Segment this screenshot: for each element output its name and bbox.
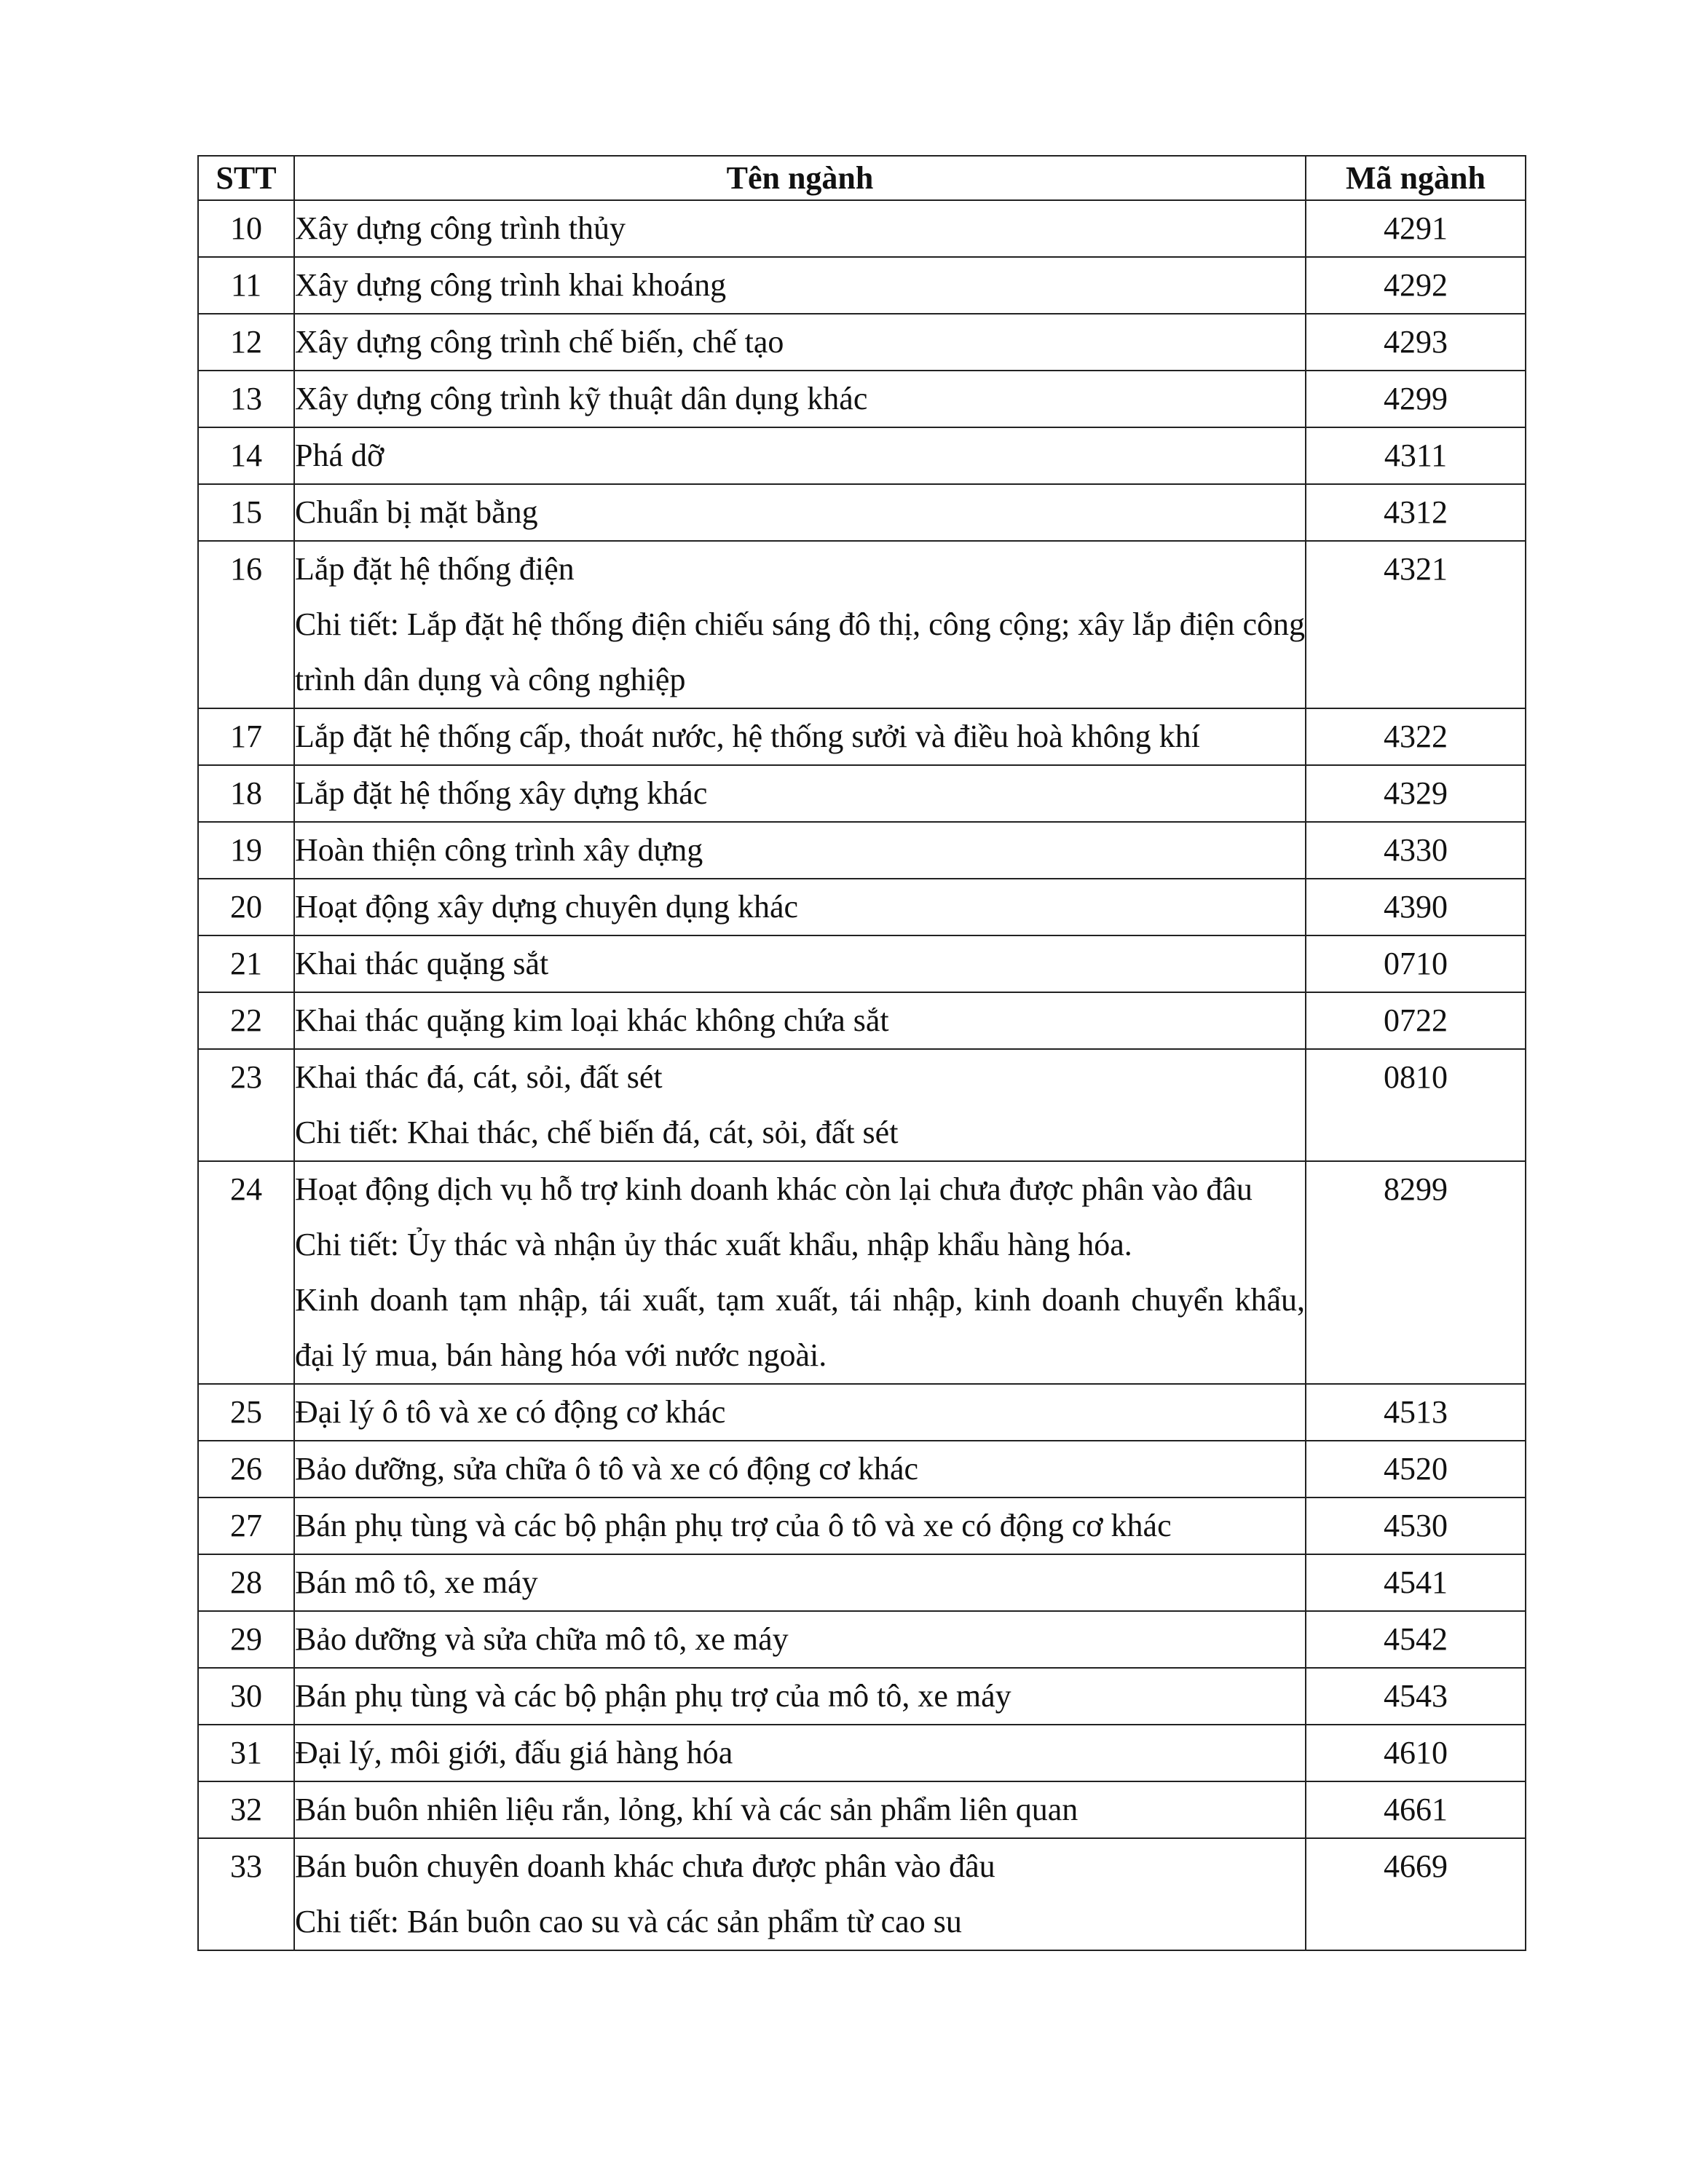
- row-code: 4291: [1306, 200, 1526, 257]
- row-name-cell: [294, 1161, 1306, 1384]
- table-row: [198, 935, 1526, 992]
- row-stt: 17: [198, 708, 294, 765]
- row-stt: 30: [198, 1668, 294, 1725]
- row-name: Hoạt động xây dựng chuyên dụng khác: [295, 889, 799, 925]
- row-code: 4312: [1306, 484, 1526, 541]
- row-name-cell: [294, 1441, 1306, 1497]
- row-name: Khai thác quặng kim loại khác không chứa sắt: [295, 1002, 889, 1038]
- row-code: 4321: [1306, 541, 1526, 708]
- table-row: [198, 427, 1526, 484]
- row-name: Khai thác đá, cát, sỏi, đất sét: [295, 1059, 663, 1095]
- row-name: Xây dựng công trình thủy: [295, 210, 626, 246]
- table-row: [198, 992, 1526, 1049]
- row-name: Đại lý ô tô và xe có động cơ khác: [295, 1394, 726, 1430]
- row-name: Hoạt động dịch vụ hỗ trợ kinh doanh khác còn lại chưa được phân vào đâu: [295, 1171, 1253, 1207]
- row-stt: 21: [198, 935, 294, 992]
- row-name-cell: [294, 1384, 1306, 1441]
- row-name-cell: [294, 822, 1306, 879]
- row-code: 4311: [1306, 427, 1526, 484]
- row-code: 4390: [1306, 879, 1526, 935]
- row-stt: 19: [198, 822, 294, 879]
- row-detail: Kinh doanh tạm nhập, tái xuất, tạm xuất, tái nhập, kinh doanh chuyển khẩu, đại lý mua, bán hàng hóa với nước ngoài.: [295, 1282, 1305, 1373]
- row-detail: Chi tiết: Lắp đặt hệ thống điện chiếu sáng đô thị, công cộng; xây lắp điện công trình dân dụng và công nghiệp: [295, 606, 1305, 697]
- table-row: [198, 1441, 1526, 1497]
- row-name-cell: [294, 1725, 1306, 1781]
- row-name-cell: [294, 1838, 1306, 1950]
- row-code: 4299: [1306, 371, 1526, 427]
- row-name-cell: [294, 1611, 1306, 1668]
- row-name-cell: [294, 935, 1306, 992]
- row-name-cell: [294, 314, 1306, 371]
- row-name: Đại lý, môi giới, đấu giá hàng hóa: [295, 1735, 733, 1770]
- row-stt: 23: [198, 1049, 294, 1161]
- row-code: 4669: [1306, 1838, 1526, 1950]
- header-name: Tên ngành: [294, 156, 1306, 200]
- row-name-cell: [294, 541, 1306, 708]
- row-name-cell: [294, 200, 1306, 257]
- row-code: 4293: [1306, 314, 1526, 371]
- row-code: 4520: [1306, 1441, 1526, 1497]
- row-name: Bán mô tô, xe máy: [295, 1564, 538, 1600]
- row-name-cell: [294, 765, 1306, 822]
- table-row: [198, 1668, 1526, 1725]
- row-stt: 13: [198, 371, 294, 427]
- table-row: [198, 1725, 1526, 1781]
- table-row: [198, 1554, 1526, 1611]
- table-row: [198, 1384, 1526, 1441]
- table-row: [198, 1781, 1526, 1838]
- table-row: [198, 371, 1526, 427]
- table-row: [198, 765, 1526, 822]
- row-name: Lắp đặt hệ thống điện: [295, 551, 575, 587]
- row-stt: 33: [198, 1838, 294, 1950]
- row-stt: 18: [198, 765, 294, 822]
- row-detail: Chi tiết: Khai thác, chế biến đá, cát, sỏi, đất sét: [295, 1115, 899, 1150]
- row-stt: 32: [198, 1781, 294, 1838]
- row-stt: 26: [198, 1441, 294, 1497]
- row-stt: 16: [198, 541, 294, 708]
- row-name-cell: [294, 427, 1306, 484]
- row-stt: 31: [198, 1725, 294, 1781]
- table-row: [198, 1497, 1526, 1554]
- row-code: 4330: [1306, 822, 1526, 879]
- table-row: [198, 822, 1526, 879]
- row-name: Lắp đặt hệ thống xây dựng khác: [295, 775, 708, 811]
- row-code: 4322: [1306, 708, 1526, 765]
- table-row: [198, 484, 1526, 541]
- table-row: [198, 708, 1526, 765]
- row-code: 4292: [1306, 257, 1526, 314]
- row-name: Xây dựng công trình kỹ thuật dân dụng khác: [295, 381, 868, 416]
- row-code: 4530: [1306, 1497, 1526, 1554]
- row-code: 4661: [1306, 1781, 1526, 1838]
- row-name: Xây dựng công trình chế biến, chế tạo: [295, 324, 784, 360]
- row-name: Lắp đặt hệ thống cấp, thoát nước, hệ thống sưởi và điều hoà không khí: [295, 719, 1200, 754]
- row-stt: 12: [198, 314, 294, 371]
- row-stt: 11: [198, 257, 294, 314]
- row-code: 0710: [1306, 935, 1526, 992]
- row-name: Hoàn thiện công trình xây dựng: [295, 832, 703, 868]
- row-code: 4543: [1306, 1668, 1526, 1725]
- header-stt: STT: [198, 156, 294, 200]
- row-stt: 20: [198, 879, 294, 935]
- row-name-cell: [294, 1554, 1306, 1611]
- row-stt: 10: [198, 200, 294, 257]
- table-row: [198, 1611, 1526, 1668]
- row-name: Khai thác quặng sắt: [295, 946, 549, 981]
- row-code: 0722: [1306, 992, 1526, 1049]
- row-code: 0810: [1306, 1049, 1526, 1161]
- row-name: Bán phụ tùng và các bộ phận phụ trợ của mô tô, xe máy: [295, 1678, 1011, 1714]
- row-name-cell: [294, 484, 1306, 541]
- row-name-cell: [294, 1497, 1306, 1554]
- row-name-cell: [294, 708, 1306, 765]
- table-row: [198, 541, 1526, 708]
- row-code: 4610: [1306, 1725, 1526, 1781]
- row-name-cell: [294, 879, 1306, 935]
- row-code: 4542: [1306, 1611, 1526, 1668]
- row-stt: 28: [198, 1554, 294, 1611]
- row-name: Bán phụ tùng và các bộ phận phụ trợ của ô tô và xe có động cơ khác: [295, 1508, 1172, 1543]
- row-name-cell: [294, 371, 1306, 427]
- row-stt: 29: [198, 1611, 294, 1668]
- row-name: Bảo dưỡng, sửa chữa ô tô và xe có động cơ khác: [295, 1451, 919, 1487]
- row-code: 8299: [1306, 1161, 1526, 1384]
- business-lines-table: [197, 155, 1526, 1951]
- row-detail: Chi tiết: Ủy thác và nhận ủy thác xuất khẩu, nhập khẩu hàng hóa.: [295, 1227, 1132, 1262]
- row-stt: 15: [198, 484, 294, 541]
- table-row: [198, 1838, 1526, 1950]
- row-code: 4329: [1306, 765, 1526, 822]
- row-name-cell: [294, 257, 1306, 314]
- header-code: Mã ngành: [1306, 156, 1526, 200]
- row-name: Bán buôn chuyên doanh khác chưa được phân vào đâu: [295, 1848, 995, 1884]
- row-code: 4541: [1306, 1554, 1526, 1611]
- row-name: Phá dỡ: [295, 438, 384, 473]
- row-stt: 27: [198, 1497, 294, 1554]
- row-name-cell: [294, 1049, 1306, 1161]
- table-header-row: [198, 156, 1526, 200]
- row-stt: 14: [198, 427, 294, 484]
- table-row: [198, 879, 1526, 935]
- row-name-cell: [294, 992, 1306, 1049]
- table-row: [198, 314, 1526, 371]
- table-row: [198, 200, 1526, 257]
- table-row: [198, 257, 1526, 314]
- row-code: 4513: [1306, 1384, 1526, 1441]
- row-name: Bảo dưỡng và sửa chữa mô tô, xe máy: [295, 1621, 789, 1657]
- row-stt: 22: [198, 992, 294, 1049]
- row-name-cell: [294, 1668, 1306, 1725]
- row-detail: Chi tiết: Bán buôn cao su và các sản phẩm từ cao su: [295, 1904, 962, 1939]
- row-stt: 24: [198, 1161, 294, 1384]
- table-body: [198, 200, 1526, 1950]
- row-name: Bán buôn nhiên liệu rắn, lỏng, khí và các sản phẩm liên quan: [295, 1792, 1078, 1827]
- row-name: Chuẩn bị mặt bằng: [295, 494, 538, 530]
- row-name-cell: [294, 1781, 1306, 1838]
- row-stt: 25: [198, 1384, 294, 1441]
- table-row: [198, 1049, 1526, 1161]
- row-name: Xây dựng công trình khai khoáng: [295, 267, 727, 303]
- table-row: [198, 1161, 1526, 1384]
